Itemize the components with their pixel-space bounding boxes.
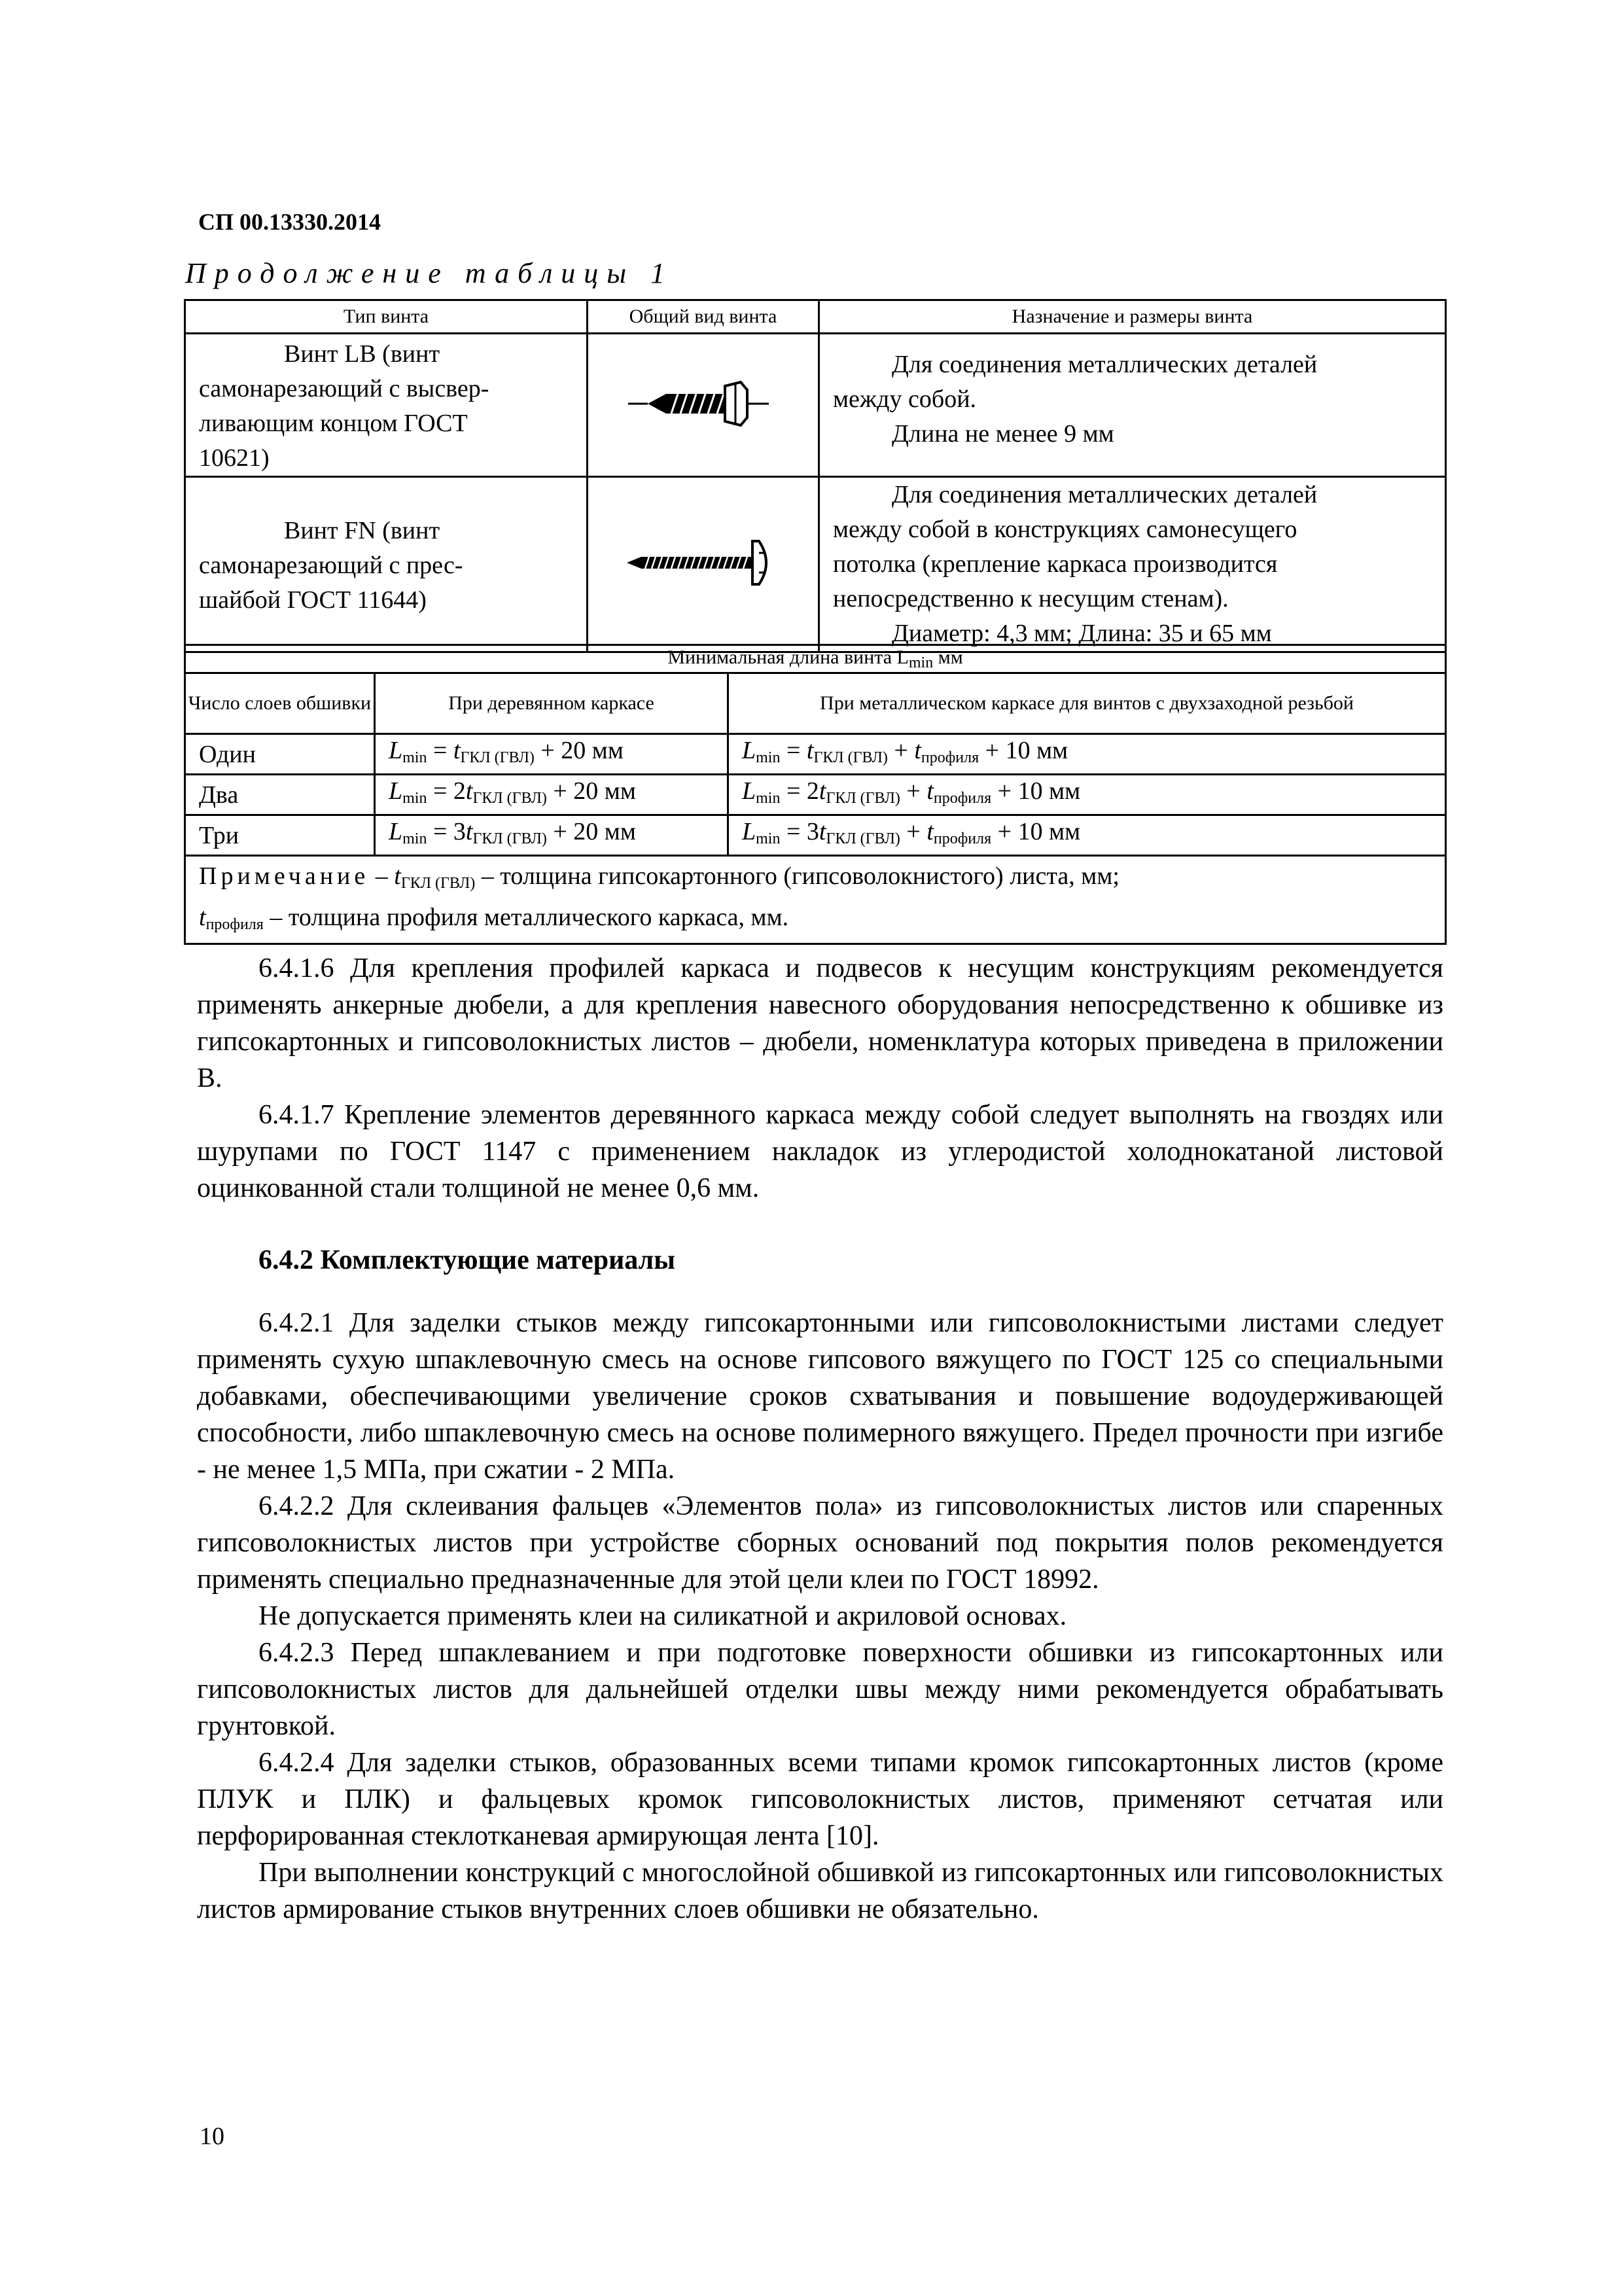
formula-symbol: t <box>819 777 826 805</box>
text-line: Длина не менее 9 мм <box>892 420 1114 448</box>
text-line: ливающим концом ГОСТ <box>199 410 468 437</box>
text-line: Диаметр: 4,3 мм; Длина: 35 и 65 мм <box>892 620 1272 647</box>
formula-sub: min <box>756 790 781 807</box>
screw-type-cell <box>185 477 588 652</box>
column-header: При металлическом каркасе для винтов с двухзаходной резьбой <box>728 673 1446 734</box>
formula-symbol: L <box>389 818 403 845</box>
formula-symbol: t <box>453 737 461 764</box>
formula-symbol: L <box>742 777 756 805</box>
text-line: самонарезающий с высвер- <box>199 375 489 402</box>
table-row <box>185 334 1446 477</box>
formula-sub: ГКЛ (ГВЛ) <box>400 875 476 892</box>
note-text: – толщина гипсокартонного (гипсоволокнистого) листа, мм; <box>475 862 1120 890</box>
title-sub: min <box>908 654 934 671</box>
screw-purpose-cell <box>819 334 1446 477</box>
metal-formula-cell <box>728 815 1446 856</box>
formula-symbol: t <box>465 818 473 845</box>
formula-symbol: t <box>819 818 826 845</box>
paragraph: 6.4.2.2 Для склеивания фальцев «Элементов пола» из гипсоволокнистых листов или спаренных гипсоволокнистых листов при устройстве сборных оснований под покрытия полов рекомендуется применять специально предназначенные для этой цели клеи по ГОСТ 18992. <box>197 1491 1443 1595</box>
formula-sub: ГКЛ (ГВЛ) <box>826 790 900 807</box>
formula-sub: min <box>756 749 781 766</box>
formula-coef: 2 <box>806 777 819 805</box>
formula-op: = <box>427 737 453 764</box>
text-line: Винт FN (винт <box>284 517 440 544</box>
formula-op: = <box>427 818 453 845</box>
formula-symbol: t <box>926 777 934 805</box>
note-text: – толщина профиля металлического каркаса, мм. <box>263 904 789 931</box>
formula-symbol: t <box>806 737 814 764</box>
formula-symbol: t <box>914 737 921 764</box>
formula-tail: + 10 мм <box>991 777 1081 805</box>
formula-coef: 3 <box>806 818 819 845</box>
paragraph: При выполнении конструкций с многослойной обшивкой из гипсокартонных или гипсоволокнистых листов армирование стыков внутренних слоев обшивки не обязательно. <box>197 1858 1443 1924</box>
screw-image-cell <box>588 477 819 652</box>
formula-sub: min <box>402 830 427 847</box>
layers-cell: Два <box>185 775 375 815</box>
screw-types-table <box>184 299 1447 653</box>
formula-sub: ГКЛ (ГВЛ) <box>472 830 547 847</box>
formula-op: = <box>780 737 807 764</box>
formula-sub: min <box>756 830 781 847</box>
formula-symbol: t <box>465 777 473 805</box>
table-row <box>185 734 1446 775</box>
page-number: 10 <box>200 2123 224 2150</box>
title-text: Минимальная длина винта L <box>667 646 909 668</box>
paragraph: 6.4.2.4 Для заделки стыков, образованных всеми типами кромок гипсокартонных листов (кроме ПЛУК и ПЛК) и фальцевых кромок гипсоволокнистых листов, применяют сетчатая или перфорированная стеклотканевая армирующая лента [10]. <box>197 1748 1443 1851</box>
text-line: Для соединения металлических деталей <box>892 351 1318 378</box>
screw-image-cell <box>588 334 819 477</box>
wood-formula-cell <box>375 775 728 815</box>
paragraph: Не допускается применять клеи на силикатной и акриловой основах. <box>258 1601 1067 1631</box>
text-line: Винт LB (винт <box>284 340 440 368</box>
formula-sub: ГКЛ (ГВЛ) <box>813 749 888 766</box>
formula-tail: + 20 мм <box>546 818 636 845</box>
formula-symbol: t <box>199 904 206 931</box>
column-header: Общий вид винта <box>588 300 819 334</box>
column-header: Число слоев обшивки <box>185 673 375 734</box>
wood-formula-cell <box>375 815 728 856</box>
formula-sub: min <box>402 790 427 807</box>
screw-type-cell <box>185 334 588 477</box>
screw-purpose-cell <box>819 477 1446 652</box>
paragraph: 6.4.2.3 Перед шпаклеванием и при подготовке поверхности обшивки из гипсокартонных или гипсоволокнистых листов для дальнейшей отделки швы между ними рекомендуется обрабатывать грунтовкой. <box>197 1638 1443 1741</box>
formula-coef: 2 <box>453 777 466 805</box>
formula-sub: профиля <box>933 830 992 847</box>
table-note <box>185 856 1446 944</box>
paragraphs-group-b <box>197 1305 1443 1928</box>
wood-formula-cell <box>375 734 728 775</box>
note-label: Примечание <box>199 862 370 890</box>
formula-sub: профиля <box>205 916 264 933</box>
formula-tail: + 10 мм <box>979 737 1068 764</box>
min-length-table <box>184 644 1447 945</box>
formula-op: = <box>427 777 453 805</box>
table-row <box>185 477 1446 652</box>
formula-sub: ГКЛ (ГВЛ) <box>472 790 547 807</box>
text-line: между собой. <box>833 385 977 413</box>
formula-symbol: L <box>389 737 403 764</box>
formula-symbol: L <box>742 818 756 845</box>
formula-symbol: L <box>742 737 756 764</box>
formula-op: + <box>900 777 927 805</box>
formula-symbol: t <box>926 818 934 845</box>
formula-op: = <box>780 818 807 845</box>
note-line <box>199 900 1434 942</box>
formula-tail: + 10 мм <box>991 818 1081 845</box>
formula-tail: + 20 мм <box>534 737 624 764</box>
press-washer-screw-icon <box>622 533 785 592</box>
formula-coef: 3 <box>453 818 466 845</box>
self-drilling-screw-icon <box>628 374 779 433</box>
note-line: Примечание – $t_{ГКЛ (ГВЛ)}$ – толщина гипсокартонного (гипсоволокнистого) листа, мм; <box>199 862 1120 892</box>
metal-formula-cell <box>728 775 1446 815</box>
column-header: Тип винта <box>185 300 588 334</box>
text-line: самонарезающий с прес- <box>199 552 463 579</box>
table-header-row <box>185 300 1446 334</box>
formula-sub: профиля <box>933 790 992 807</box>
formula-symbol: t <box>394 862 401 890</box>
column-header: Назначение и размеры винта <box>819 300 1446 334</box>
paragraph: 6.4.2.1 Для заделки стыков между гипсокартонными или гипсоволокнистыми листами следует применять сухую шпаклевочную смесь на основе гипсового вяжущего по ГОСТ 125 со специальными добавками, обеспечивающими увеличение сроков схватывания и повышение водоудерживающей способности, либо шпаклевочную смесь на основе полимерного вяжущего. Предел прочности при изгибе - не менее 1,5 МПа, при сжатии - 2 МПа. <box>197 1308 1443 1485</box>
table-row <box>185 815 1446 856</box>
formula-tail: + 20 мм <box>546 777 636 805</box>
text-line: шайбой ГОСТ 11644) <box>199 586 427 614</box>
paragraph: 6.4.1.6 Для крепления профилей каркаса и подвесов к несущим конструкциям рекомендуется применять анкерные дюбели, а для крепления навесного оборудования непосредственно к обшивке из гипсокартонных и гипсоволокнистых листов – дюбели, номенклатура которых приведена в приложении В. <box>197 953 1443 1093</box>
table-header-row <box>185 673 1446 734</box>
table-row <box>185 775 1446 815</box>
document-code: СП 00.13330.2014 <box>198 209 381 235</box>
formula-op: + <box>887 737 915 764</box>
table-note-row <box>185 856 1446 944</box>
paragraphs-group-a <box>197 950 1443 1207</box>
title-unit: мм <box>933 646 963 668</box>
formula-sub: ГКЛ (ГВЛ) <box>460 749 535 766</box>
formula-op: + <box>900 818 927 845</box>
formula-op: = <box>780 777 807 805</box>
layers-cell: Один <box>185 734 375 775</box>
text-line: Для соединения металлических деталей <box>892 481 1318 508</box>
column-header: При деревянном каркасе <box>375 673 728 734</box>
text-line: потолка (крепление каркаса производится <box>833 550 1278 578</box>
layers-cell: Три <box>185 815 375 856</box>
text-line: 10621) <box>199 444 270 472</box>
metal-formula-cell <box>728 734 1446 775</box>
section-heading: 6.4.2 Комплектующие материалы <box>258 1245 676 1275</box>
formula-sub: профиля <box>921 749 979 766</box>
paragraph: 6.4.1.7 Крепление элементов деревянного каркаса между собой следует выполнять на гвоздях или шурупами по ГОСТ 1147 с применением накладок из углеродистой холоднокатаной листовой оцинкованной стали толщиной не менее 0,6 мм. <box>197 1100 1443 1203</box>
formula-symbol: L <box>389 777 403 805</box>
text-line: между собой в конструкциях самонесущего <box>833 516 1297 543</box>
min-length-title <box>185 645 1446 673</box>
text-line: непосредственно к несущим стенам). <box>833 585 1229 612</box>
table-title-row <box>185 645 1446 673</box>
formula-sub: ГКЛ (ГВЛ) <box>826 830 900 847</box>
table-caption: Продолжение таблицы 1 <box>185 257 674 289</box>
formula-sub: min <box>402 749 427 766</box>
